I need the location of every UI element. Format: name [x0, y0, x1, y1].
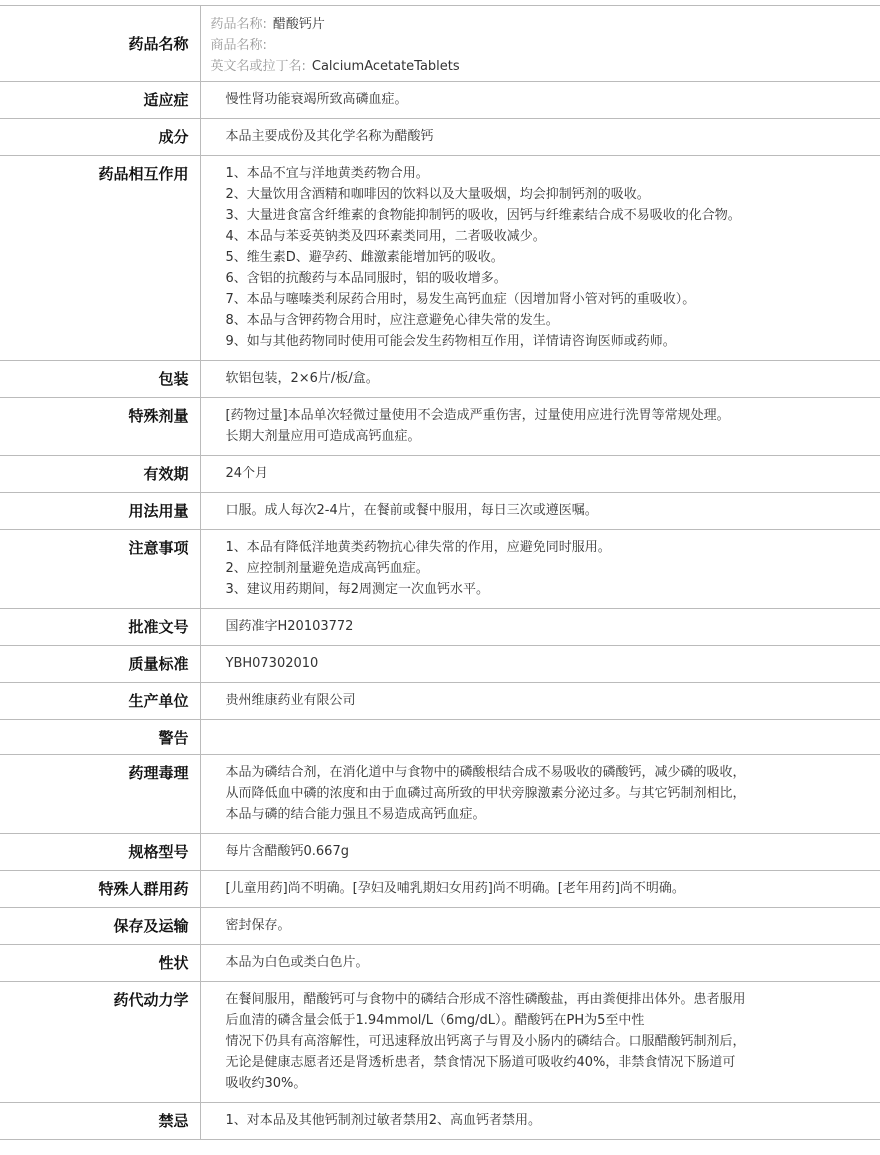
row-value-line: 本品为磷结合剂，在消化道中与食物中的磷酸根结合成不易吸收的磷酸钙，减少磷的吸收， [225, 765, 746, 780]
row-value-line: 本品为白色或类白色片。 [225, 955, 369, 970]
row-value-line: 7、本品与噻嗪类利尿药合用时，易发生高钙血症（因增加肾小管对钙的重吸收）。 [225, 292, 696, 307]
info-row [0, 720, 880, 755]
row-value [200, 834, 880, 871]
row-value-line: 口服。成人每次2-4片，在餐前或餐中服用，每日三次或遵医嘱。 [225, 503, 598, 518]
info-row [0, 755, 880, 834]
row-value-line: 3、大量进食富含纤维素的食物能抑制钙的吸收，因钙与纤维素结合成不易吸收的化合物。 [225, 208, 741, 223]
info-row [0, 456, 880, 493]
row-value-line: 6、含铝的抗酸药与本品同服时，铝的吸收增多。 [225, 271, 507, 286]
row-value [200, 456, 880, 493]
english-name-line [211, 56, 871, 77]
info-row [0, 119, 880, 156]
row-value-line: 软铝包装，2×6片/板/盒。 [225, 371, 379, 386]
drug-name-values [200, 6, 880, 82]
row-value-line: 长期大剂量应用可造成高钙血症。 [225, 429, 421, 444]
row-value [200, 720, 880, 755]
english-name-key: 英文名或拉丁名: [210, 59, 306, 74]
info-row [0, 361, 880, 398]
row-value-line: 吸收约30%。 [225, 1076, 307, 1091]
english-name-value: CalciumAcetateTablets [311, 59, 460, 74]
row-value-line: 国药准字H20103772 [225, 619, 354, 634]
row-label: 特殊剂量 [0, 398, 200, 456]
info-row [0, 908, 880, 945]
row-value-line: 4、本品与苯妥英钠类及四环素类同用，二者吸收减少。 [225, 229, 546, 244]
info-row [0, 982, 880, 1103]
row-label: 包装 [0, 361, 200, 398]
row-value [200, 683, 880, 720]
row-value [200, 119, 880, 156]
drug-name-row [0, 6, 880, 82]
info-row [0, 156, 880, 361]
row-label: 药品相互作用 [0, 156, 200, 361]
row-value [200, 493, 880, 530]
row-label: 性状 [0, 945, 200, 982]
info-row [0, 398, 880, 456]
row-value [200, 609, 880, 646]
row-label-drug-name: 药品名称 [0, 6, 200, 82]
row-label: 有效期 [0, 456, 200, 493]
row-value-line: 2、大量饮用含酒精和咖啡因的饮料以及大量吸烟，均会抑制钙剂的吸收。 [225, 187, 650, 202]
row-value-line: 无论是健康志愿者还是肾透析患者，禁食情况下肠道可吸收约40%，非禁食情况下肠道可 [225, 1055, 736, 1070]
row-value-line: 密封保存。 [225, 918, 291, 933]
info-row [0, 834, 880, 871]
row-value-line: 后血清的磷含量会低于1.94mmol/L（6mg/dL）。醋酸钙在PH为5至中性 [225, 1013, 645, 1028]
row-label: 成分 [0, 119, 200, 156]
row-value [200, 398, 880, 456]
row-value [200, 755, 880, 834]
row-label: 规格型号 [0, 834, 200, 871]
row-value-line: 情况下仍具有高溶解性，可迅速释放出钙离子与胃及小肠内的磷结合。口服醋酸钙制剂后， [225, 1034, 746, 1049]
row-value-line: 24个月 [225, 466, 269, 481]
row-label: 注意事项 [0, 530, 200, 609]
row-value [200, 982, 880, 1103]
info-row [0, 530, 880, 609]
info-row [0, 609, 880, 646]
row-value [200, 945, 880, 982]
row-value-line: 2、应控制剂量避免造成高钙血症。 [225, 561, 429, 576]
info-row [0, 493, 880, 530]
row-value-line: 1、本品有降低洋地黄类药物抗心律失常的作用，应避免同时服用。 [225, 540, 611, 555]
row-label: 生产单位 [0, 683, 200, 720]
row-label: 适应症 [0, 82, 200, 119]
generic-name-line [211, 14, 871, 35]
row-value-line: 3、建议用药期间，每2周测定一次血钙水平。 [225, 582, 490, 597]
row-value-line: 从而降低血中磷的浓度和由于血磷过高所致的甲状旁腺激素分泌过多。与其它钙制剂相比， [225, 786, 746, 801]
row-label: 批准文号 [0, 609, 200, 646]
row-label: 质量标准 [0, 646, 200, 683]
row-value [200, 908, 880, 945]
info-row [0, 683, 880, 720]
row-value [200, 871, 880, 908]
row-value [200, 1103, 880, 1140]
row-value-line: 8、本品与含钾药物合用时，应注意避免心律失常的发生。 [225, 313, 559, 328]
row-value-line: 慢性肾功能衰竭所致高磷血症。 [225, 92, 408, 107]
row-label: 药代动力学 [0, 982, 200, 1103]
generic-name-value: 醋酸钙片 [272, 17, 325, 32]
row-label: 警告 [0, 720, 200, 755]
row-value-line: 贵州维康药业有限公司 [225, 693, 356, 708]
row-value-line: 本品主要成份及其化学名称为醋酸钙 [225, 129, 434, 144]
row-value-line: 5、维生素D、避孕药、雌激素能增加钙的吸收。 [225, 250, 504, 265]
row-value-line: YBH07302010 [225, 656, 319, 671]
info-row [0, 871, 880, 908]
row-value [200, 646, 880, 683]
row-value [200, 156, 880, 361]
generic-name-key: 药品名称: [210, 17, 267, 32]
info-row [0, 646, 880, 683]
row-value-line: [药物过量]本品单次轻微过量使用不会造成严重伤害，过量使用应进行洗胃等常规处理。 [225, 408, 730, 423]
info-row [0, 82, 880, 119]
info-row [0, 1103, 880, 1140]
row-label: 保存及运输 [0, 908, 200, 945]
row-value-line: 9、如与其他药物同时使用可能会发生药物相互作用，详情请咨询医师或药师。 [225, 334, 676, 349]
row-label: 药理毒理 [0, 755, 200, 834]
drug-info-body [0, 6, 880, 1140]
row-value-line: 每片含醋酸钙0.667g [225, 844, 349, 859]
row-value-line: 1、对本品及其他钙制剂过敏者禁用2、高血钙者禁用。 [225, 1113, 542, 1128]
row-value-line: [儿童用药]尚不明确。[孕妇及哺乳期妇女用药]尚不明确。[老年用药]尚不明确。 [225, 881, 685, 896]
row-value-line: 在餐间服用，醋酸钙可与食物中的磷结合形成不溶性磷酸盐，再由粪便排出体外。患者服用 [225, 992, 746, 1007]
trade-name-line [211, 35, 871, 56]
row-label: 用法用量 [0, 493, 200, 530]
row-value [200, 361, 880, 398]
row-label: 禁忌 [0, 1103, 200, 1140]
row-value [200, 530, 880, 609]
row-value-line: 1、本品不宜与洋地黄类药物合用。 [225, 166, 429, 181]
row-label: 特殊人群用药 [0, 871, 200, 908]
drug-info-table [0, 5, 880, 1140]
row-value [200, 82, 880, 119]
trade-name-key: 商品名称: [210, 38, 267, 53]
row-value-line: 本品与磷的结合能力强且不易造成高钙血症。 [225, 807, 486, 822]
info-row [0, 945, 880, 982]
